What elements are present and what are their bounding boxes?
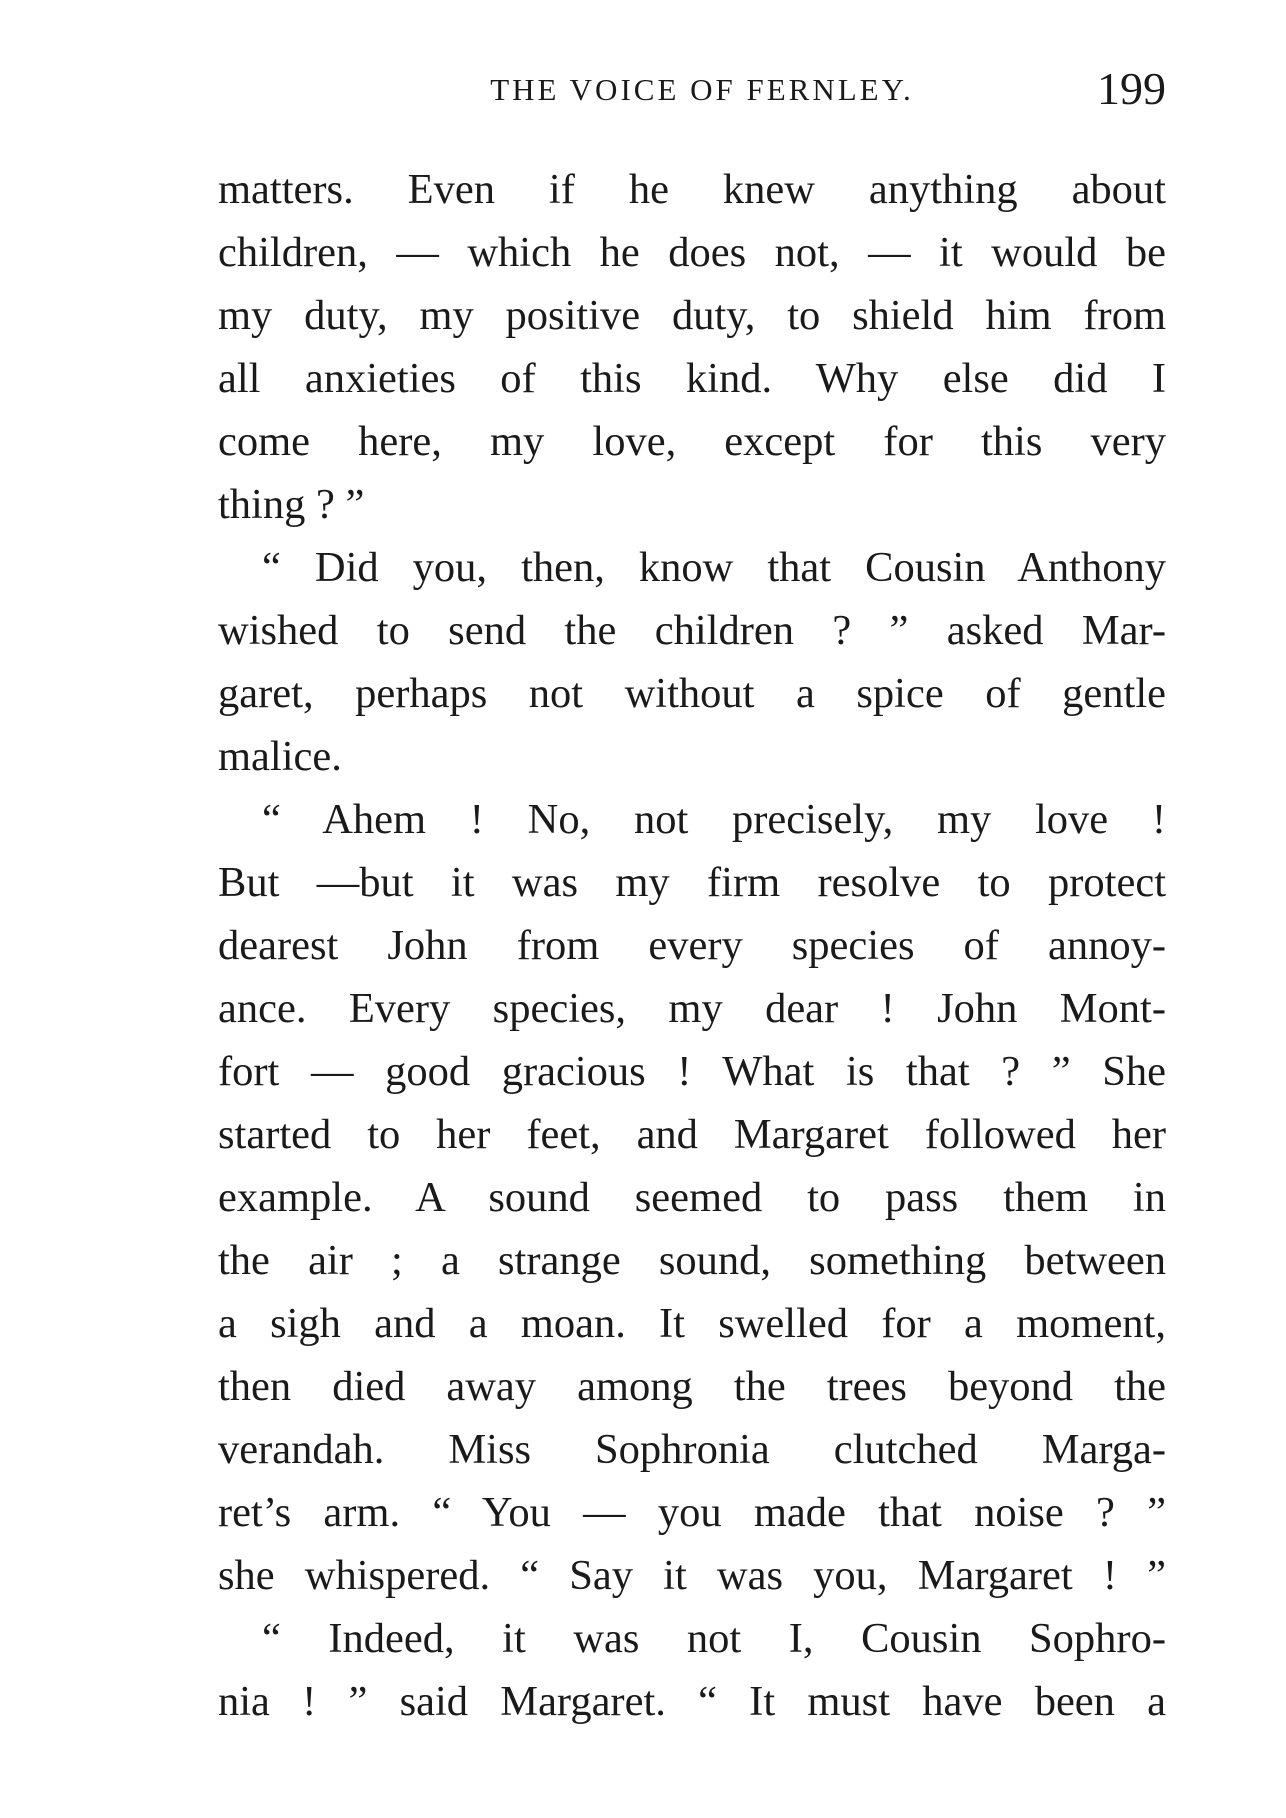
text-line: started to her feet, and Margaret followed her <box>218 1111 1166 1158</box>
text-line: ret’s arm. “ You — you made that noise ? ” <box>218 1489 1166 1536</box>
text-line: then died away among the trees beyond the <box>218 1363 1166 1410</box>
running-head <box>218 62 1166 122</box>
text-line: she whispered. “ Say it was you, Margaret ! ” <box>218 1552 1166 1599</box>
running-title: THE VOICE OF FERNLEY. <box>490 72 914 107</box>
text-line: my duty, my positive duty, to shield him from <box>218 292 1166 339</box>
text-line: a sigh and a moan. It swelled for a moment, <box>218 1300 1166 1347</box>
body-text <box>218 158 1166 1733</box>
text-line: ance. Every species, my dear ! John Mont- <box>218 985 1166 1032</box>
text-line: “ Did you, then, know that Cousin Anthony <box>262 544 1166 591</box>
text-line: dearest John from every species of annoy- <box>218 922 1166 969</box>
text-line: thing ? ” <box>218 481 365 528</box>
text-line: matters. Even if he knew anything about <box>218 166 1166 213</box>
text-line: “ Ahem ! No, not precisely, my love ! <box>262 796 1166 843</box>
text-line: fort — good gracious ! What is that ? ” She <box>218 1048 1166 1095</box>
text-line: wished to send the children ? ” asked Mar- <box>218 607 1166 654</box>
text-line: come here, my love, except for this very <box>218 418 1166 465</box>
text-line: example. A sound seemed to pass them in <box>218 1174 1166 1221</box>
text-line: malice. <box>218 733 342 780</box>
text-line: nia ! ” said Margaret. “ It must have been a <box>218 1678 1166 1725</box>
text-line: all anxieties of this kind. Why else did I <box>218 355 1166 402</box>
text-line: verandah. Miss Sophronia clutched Marga- <box>218 1426 1166 1473</box>
text-line: children, — which he does not, — it would be <box>218 229 1166 276</box>
text-line: But —but it was my firm resolve to protect <box>218 859 1166 906</box>
text-line: “ Indeed, it was not I, Cousin Sophro- <box>262 1615 1166 1662</box>
page-number: 199 <box>1097 63 1166 114</box>
text-line: garet, perhaps not without a spice of gentle <box>218 670 1166 717</box>
text-line: the air ; a strange sound, something between <box>218 1237 1166 1284</box>
